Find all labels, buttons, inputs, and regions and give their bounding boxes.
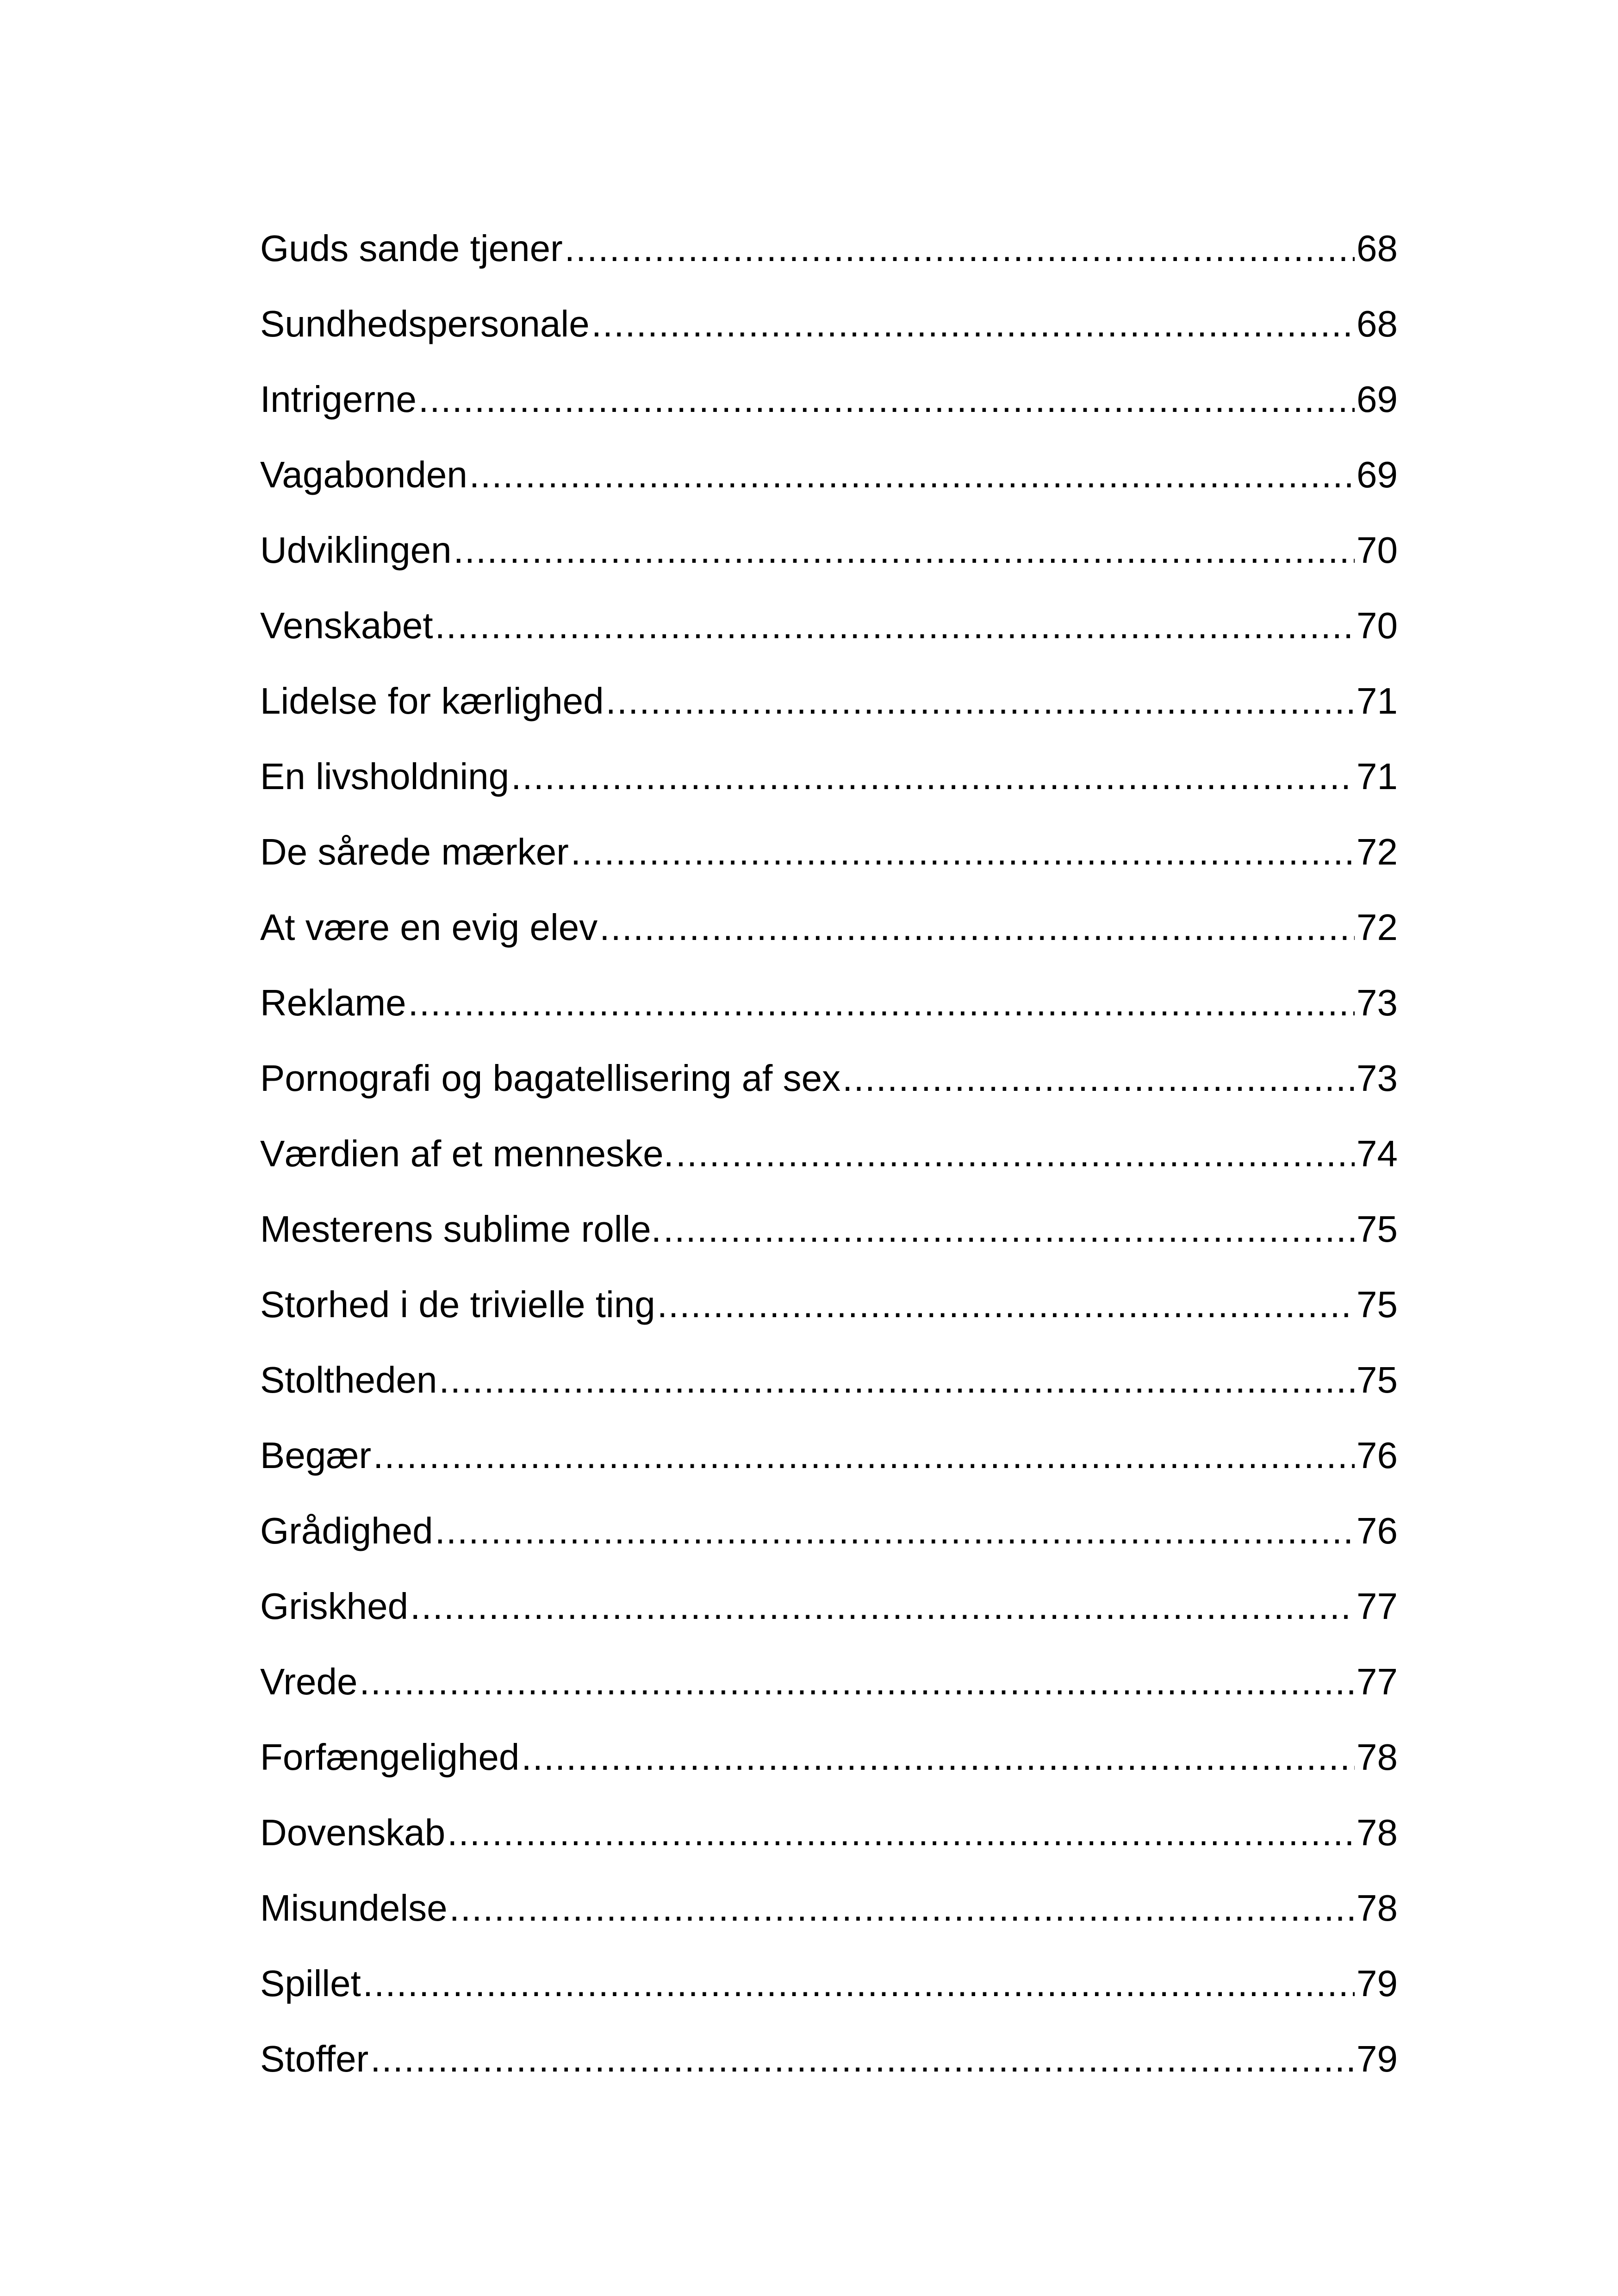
toc-entry[interactable] xyxy=(260,1719,1398,1795)
toc-entry-title: Vagabonden xyxy=(260,454,467,495)
toc-entry-page: 75 xyxy=(1357,1359,1398,1400)
table-of-contents xyxy=(260,211,1398,2097)
toc-entry-title: Griskhed xyxy=(260,1586,409,1627)
toc-entry-title: Reklame xyxy=(260,982,406,1023)
toc-entry[interactable] xyxy=(260,588,1398,663)
toc-dot-leader xyxy=(511,739,1355,814)
toc-dot-leader xyxy=(571,814,1355,890)
toc-entry-title: Spillet xyxy=(260,1963,361,2004)
toc-entry[interactable] xyxy=(260,814,1398,890)
toc-entry-title: Sundhedspersonale xyxy=(260,303,590,344)
toc-entry-page: 68 xyxy=(1357,228,1398,269)
toc-entry-title: Misundelse xyxy=(260,1887,448,1929)
toc-entry-title: Grådighed xyxy=(260,1510,433,1551)
toc-dot-leader xyxy=(565,211,1355,286)
toc-entry-title: Mesterens sublime rolle. xyxy=(260,1208,661,1250)
toc-entry[interactable] xyxy=(260,1191,1398,1267)
toc-entry-title: Dovenskab xyxy=(260,1812,446,1853)
toc-entry[interactable] xyxy=(260,361,1398,437)
toc-entry[interactable] xyxy=(260,890,1398,965)
toc-entry-page: 76 xyxy=(1357,1510,1398,1551)
toc-entry-page: 73 xyxy=(1357,1058,1398,1099)
toc-entry[interactable] xyxy=(260,1418,1398,1493)
toc-dot-leader xyxy=(521,1719,1355,1795)
toc-entry-page: 70 xyxy=(1357,529,1398,571)
toc-entry-page: 79 xyxy=(1357,2038,1398,2079)
toc-entry-title: Forfængelighed xyxy=(260,1736,520,1778)
toc-entry[interactable] xyxy=(260,1644,1398,1719)
toc-entry-title: Venskabet xyxy=(260,605,433,646)
toc-dot-leader xyxy=(418,361,1355,437)
toc-entry-page: 73 xyxy=(1357,982,1398,1023)
toc-entry-title: Stoltheden xyxy=(260,1359,437,1400)
toc-entry[interactable] xyxy=(260,2021,1398,2097)
toc-entry-title: Intrigerne xyxy=(260,379,417,420)
toc-entry[interactable] xyxy=(260,739,1398,814)
toc-dot-leader xyxy=(447,1795,1355,1870)
toc-entry-page: 74 xyxy=(1357,1133,1398,1174)
toc-entry-title: Vrede xyxy=(260,1661,358,1702)
toc-entry[interactable] xyxy=(260,1040,1398,1116)
toc-entry-page: 78 xyxy=(1357,1736,1398,1778)
toc-entry[interactable] xyxy=(260,286,1398,361)
toc-dot-leader xyxy=(410,1568,1355,1644)
toc-entry-page: 72 xyxy=(1357,907,1398,948)
toc-dot-leader xyxy=(439,1342,1355,1418)
toc-dot-leader xyxy=(606,663,1355,739)
toc-entry-page: 69 xyxy=(1357,379,1398,420)
toc-entry[interactable] xyxy=(260,1342,1398,1418)
toc-entry[interactable] xyxy=(260,437,1398,512)
toc-entry[interactable] xyxy=(260,965,1398,1040)
toc-entry-page: 76 xyxy=(1357,1435,1398,1476)
toc-dot-leader xyxy=(363,1946,1355,2021)
toc-dot-leader xyxy=(469,437,1355,512)
toc-entry-title: De sårede mærker xyxy=(260,831,569,872)
toc-dot-leader xyxy=(370,2021,1355,2097)
toc-dot-leader xyxy=(360,1644,1355,1719)
toc-entry[interactable] xyxy=(260,1568,1398,1644)
toc-entry[interactable] xyxy=(260,1116,1398,1191)
toc-entry-title: Lidelse for kærlighed xyxy=(260,680,604,722)
toc-dot-leader xyxy=(435,588,1355,663)
toc-entry-page: 77 xyxy=(1357,1586,1398,1627)
toc-dot-leader xyxy=(591,286,1355,361)
toc-entry-title: Pornografi og bagatellisering af sex xyxy=(260,1058,841,1099)
toc-entry-title: Værdien af et menneske. xyxy=(260,1133,674,1174)
toc-dot-leader xyxy=(408,965,1355,1040)
toc-entry-title: At være en evig elev xyxy=(260,907,598,948)
toc-entry-page: 71 xyxy=(1357,680,1398,722)
toc-entry[interactable] xyxy=(260,1267,1398,1342)
toc-dot-leader xyxy=(663,1191,1355,1267)
toc-entry-page: 70 xyxy=(1357,605,1398,646)
toc-entry-page: 75 xyxy=(1357,1208,1398,1250)
toc-entry-page: 75 xyxy=(1357,1284,1398,1325)
toc-entry[interactable] xyxy=(260,1795,1398,1870)
toc-entry-title: Stoffer xyxy=(260,2038,369,2079)
toc-entry-title: Udviklingen xyxy=(260,529,452,571)
toc-entry[interactable] xyxy=(260,663,1398,739)
toc-dot-leader xyxy=(454,512,1355,588)
toc-dot-leader xyxy=(657,1267,1355,1342)
toc-entry-page: 71 xyxy=(1357,756,1398,797)
toc-dot-leader xyxy=(842,1040,1355,1116)
toc-dot-leader xyxy=(599,890,1355,965)
toc-dot-leader xyxy=(435,1493,1355,1568)
toc-entry-title: Begær xyxy=(260,1435,372,1476)
toc-entry[interactable] xyxy=(260,1493,1398,1568)
toc-entry-page: 79 xyxy=(1357,1963,1398,2004)
toc-entry-title: Guds sande tjener xyxy=(260,228,563,269)
toc-entry-title: Storhed i de trivielle ting xyxy=(260,1284,655,1325)
toc-entry[interactable] xyxy=(260,1870,1398,1946)
toc-entry-page: 69 xyxy=(1357,454,1398,495)
toc-entry-page: 78 xyxy=(1357,1887,1398,1929)
toc-entry-title: En livsholdning xyxy=(260,756,510,797)
toc-dot-leader xyxy=(449,1870,1355,1946)
toc-dot-leader xyxy=(373,1418,1355,1493)
toc-entry-page: 78 xyxy=(1357,1812,1398,1853)
toc-entry-page: 72 xyxy=(1357,831,1398,872)
toc-entry[interactable] xyxy=(260,211,1398,286)
toc-entry[interactable] xyxy=(260,1946,1398,2021)
toc-dot-leader xyxy=(676,1116,1355,1191)
toc-entry-page: 77 xyxy=(1357,1661,1398,1702)
toc-entry[interactable] xyxy=(260,512,1398,588)
toc-entry-page: 68 xyxy=(1357,303,1398,344)
